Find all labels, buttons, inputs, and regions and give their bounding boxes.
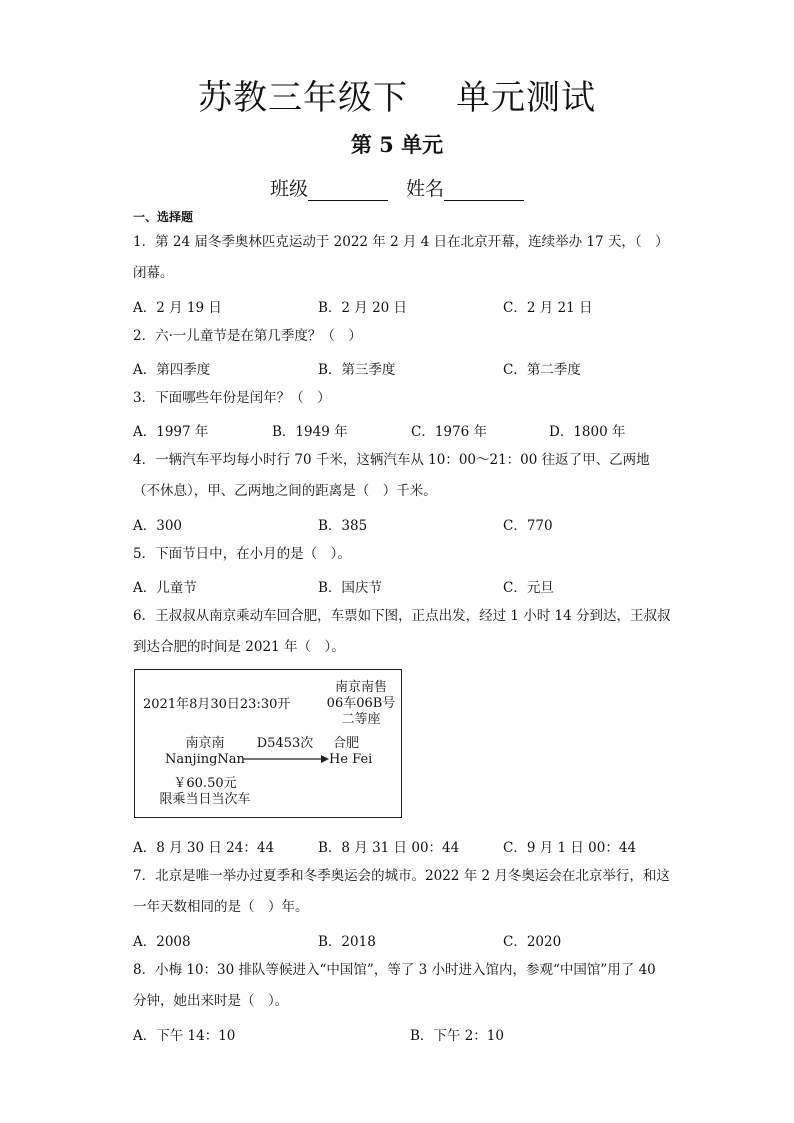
q6-option-a[interactable]: A．8 月 30 日 24：44 [133,840,275,856]
title-left: 苏教三年级下 [198,78,408,118]
class-blank[interactable] [308,182,388,201]
q1-option-a[interactable]: A．2 月 19 日 [133,300,222,316]
ticket-price: ￥60.50元 [173,776,237,791]
train-ticket [134,669,402,818]
ticket-train-number: D5453次 [256,736,314,751]
q7-option-c[interactable]: C．2020 [503,934,562,950]
ticket-class: 二等座 [341,712,381,727]
unit-subtitle: 第 5 单元 [350,132,444,157]
q1-option-b[interactable]: B．2 月 20 日 [318,300,408,316]
name-blank[interactable] [444,182,524,201]
title-right: 单元测试 [456,78,596,118]
ticket-note: 限乘当日当次车 [159,792,251,807]
q2-option-b[interactable]: B．第三季度 [318,362,396,378]
ticket-seller: 南京南售 [334,680,387,695]
q7-option-a[interactable]: A．2008 [133,934,191,950]
q2-option-a[interactable]: A．第四季度 [133,362,211,378]
ticket-from-en: NanjingNan [165,752,245,767]
q5-option-c[interactable]: C．元旦 [503,580,554,596]
q8-option-a[interactable]: A．下午 14：10 [133,1028,236,1044]
question-7: 7．北京是唯一举办过夏季和冬季奥运会的城市。2022 年 2 月冬奥运会在北京举行，和这一年天数相同的是（ ）年。 [133,868,670,915]
q3-option-a[interactable]: A．1997 年 [133,424,209,440]
ticket-datetime: 2021年8月30日23:30开 [143,697,291,712]
ticket-arrow [243,754,329,764]
question-3: 3．下面哪些年份是闰年？（ ） [133,390,331,406]
ticket-to-cn: 合肥 [333,736,360,751]
page-title [0,70,794,119]
q7-option-b[interactable]: B．2018 [318,934,376,950]
ticket-from-cn: 南京南 [185,736,225,751]
name-label: 姓名 [406,178,445,200]
q4-option-c[interactable]: C．770 [503,518,553,534]
question-5: 5．下面节日中，在小月的是（ ）。 [133,546,351,562]
q5-option-b[interactable]: B．国庆节 [318,580,382,596]
q3-option-b[interactable]: B．1949 年 [272,424,348,440]
q5-option-a[interactable]: A．儿童节 [133,580,197,596]
ticket-to-en: He Fei [329,752,373,767]
q6-option-c[interactable]: C．9 月 1 日 00：44 [503,840,637,856]
question-1: 1．第 24 届冬季奥林匹克运动于 2022 年 2 月 4 日在北京开幕，连续举办 17 天，（ ）闭幕。 [133,234,669,281]
q3-option-c[interactable]: C．1976 年 [411,424,487,440]
section-title: 一、选择题 [133,210,194,224]
q8-option-b[interactable]: B．下午 2：10 [410,1028,504,1044]
student-info-line [0,174,794,201]
q2-option-c[interactable]: C．第二季度 [503,362,581,378]
question-8: 8．小梅 10：30 排队等候进入“中国馆”，等了 3 小时进入馆内，参观“中国馆”用了 40 分钟，她出来时是（ ）。 [133,962,656,1009]
q4-option-b[interactable]: B．385 [318,518,368,534]
question-2: 2．六·一儿童节是在第几季度？（ ） [133,328,362,344]
question-4: 4．一辆汽车平均每小时行 70 千米，这辆汽车从 10：00～21：00 往返了甲、乙两地（不休息），甲、乙两地之间的距离是（ ）千米。 [133,452,650,499]
q4-option-a[interactable]: A．300 [133,518,183,534]
q6-option-b[interactable]: B．8 月 31 日 00：44 [318,840,460,856]
q1-option-c[interactable]: C．2 月 21 日 [503,300,593,316]
q3-option-d[interactable]: D．1800 年 [549,424,626,440]
question-6: 6．王叔叔从南京乘动车回合肥，车票如下图，正点出发，经过 1 小时 14 分到达，王叔叔到达合肥的时间是 2021 年（ ）。 [133,608,671,655]
ticket-seat: 06车06B号 [326,696,396,711]
class-label: 班级 [269,178,308,200]
